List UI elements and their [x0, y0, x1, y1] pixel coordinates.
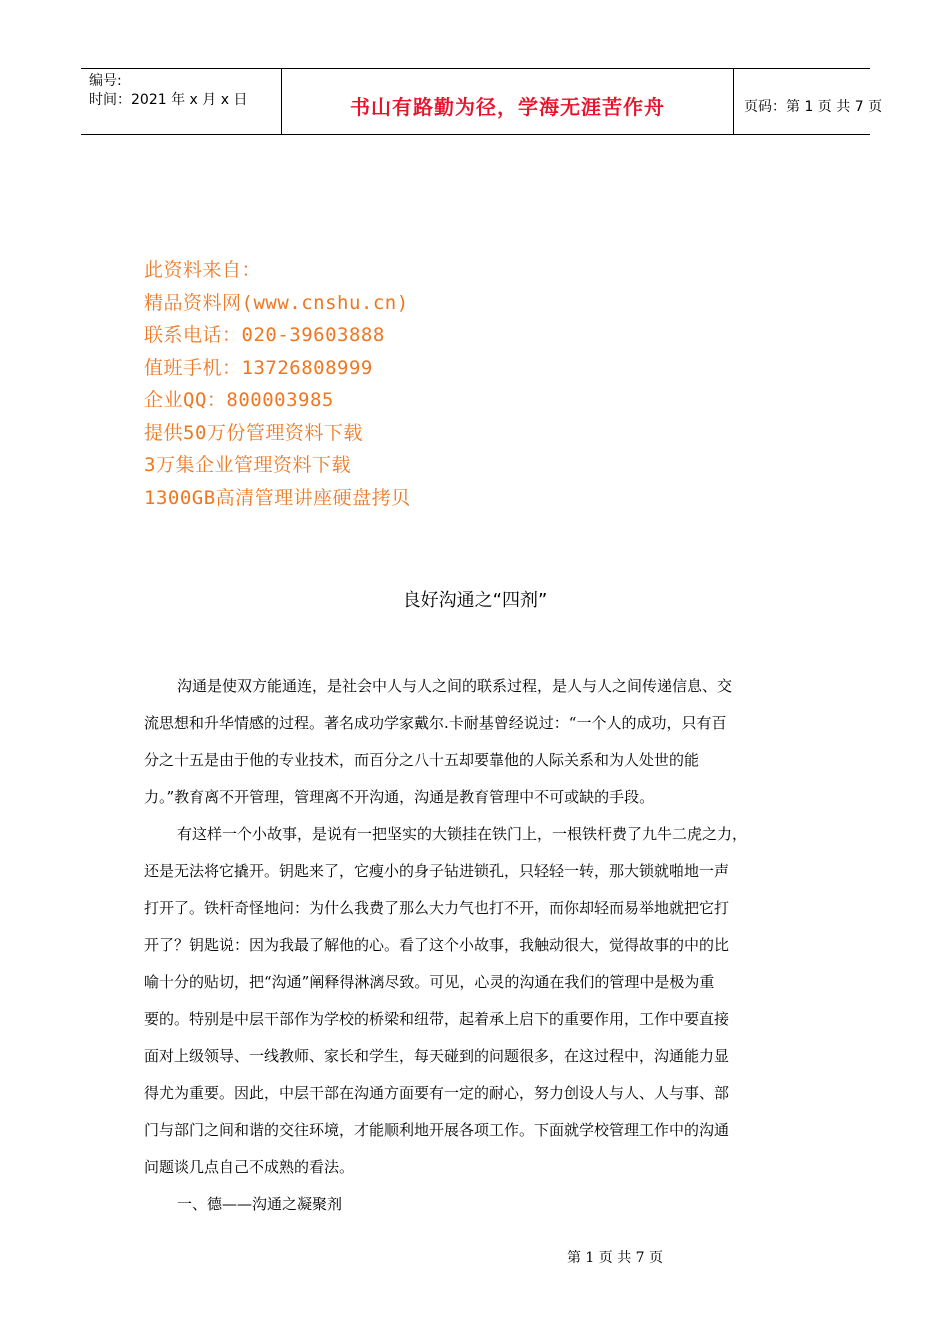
- document-title: 良好沟通之“四剂”: [402, 590, 548, 611]
- body-line: 开了？钥匙说：因为我最了解他的心。看了这个小故事，我触动很大，觉得故事的中的比: [144, 936, 730, 954]
- ad-line-phone: 联系电话：020-39603888: [144, 324, 385, 346]
- section-heading: 一、德——沟通之凝聚剂: [177, 1195, 343, 1213]
- page-footer: 第 1 页 共 7 页: [566, 1250, 664, 1266]
- body-line: 流思想和升华情感的过程。著名成功学家戴尔.卡耐基曾经说过：“一个人的成功，只有百: [144, 714, 727, 732]
- body-line: 分之十五是由于他的专业技术，而百分之八十五却要靠他的人际关系和为人处世的能: [144, 751, 700, 769]
- body-line: 沟通是使双方能通连，是社会中人与人之间的联系过程，是人与人之间传递信息、交: [177, 677, 733, 695]
- ad-line: 提供50万份管理资料下载: [144, 421, 363, 444]
- ad-line: 1300GB高清管理讲座硬盘拷贝: [144, 486, 411, 509]
- header-page-info: 页码：第 1 页 共 7 页: [744, 99, 883, 115]
- header-motto-cell: [281, 69, 734, 135]
- document-body: [144, 668, 814, 1223]
- body-line: 打开了。铁杆奇怪地问：为什么我费了那么大力气也打不开，而你却轻而易举地就把它打: [144, 899, 730, 917]
- header-meta-cell: [81, 69, 281, 135]
- body-line: 有这样一个小故事，是说有一把坚实的大锁挂在铁门上，一根铁杆费了九牛二虎之力，: [177, 825, 748, 843]
- ad-line: 3万集企业管理资料下载: [144, 454, 351, 476]
- document-number-label: 编号:: [89, 73, 122, 89]
- header-table: [81, 68, 883, 135]
- ad-line: 此资料来自：: [144, 259, 262, 281]
- body-line: 还是无法将它撬开。钥匙来了，它瘦小的身子钻进锁孔，只轻轻一转，那大锁就啪地一声: [144, 862, 730, 880]
- header-motto: 书山有路勤为径，学海无涯苦作舟: [350, 95, 665, 119]
- body-line: 要的。特别是中层干部作为学校的桥梁和纽带，起着承上启下的重要作用，工作中要直接: [144, 1010, 730, 1028]
- body-line: 门与部门之间和谐的交往环境，才能顺利地开展各项工作。下面就学校管理工作中的沟通: [144, 1121, 730, 1139]
- body-line: 问题谈几点自己不成熟的看法。: [144, 1158, 355, 1176]
- header-page-cell: [734, 69, 883, 135]
- ad-line-website: 精品资料网(www.cnshu.cn): [144, 291, 409, 314]
- source-ad-block: [144, 254, 411, 514]
- ad-line-qq: 企业QQ：800003985: [144, 389, 334, 411]
- body-line: 喻十分的贴切，把“沟通”阐释得淋漓尽致。可见，心灵的沟通在我们的管理中是极为重: [144, 973, 715, 991]
- document-date-label: 时间：2021 年 x 月 x 日: [89, 92, 248, 108]
- body-line: 得尤为重要。因此，中层干部在沟通方面要有一定的耐心，努力创设人与人、人与事、部: [144, 1084, 730, 1102]
- body-line: 面对上级领导、一线教师、家长和学生，每天碰到的问题很多，在这过程中，沟通能力显: [144, 1047, 730, 1065]
- body-line: 力。”教育离不开管理，管理离不开沟通，沟通是教育管理中不可或缺的手段。: [144, 788, 655, 806]
- ad-line-mobile: 值班手机：13726808999: [144, 356, 373, 379]
